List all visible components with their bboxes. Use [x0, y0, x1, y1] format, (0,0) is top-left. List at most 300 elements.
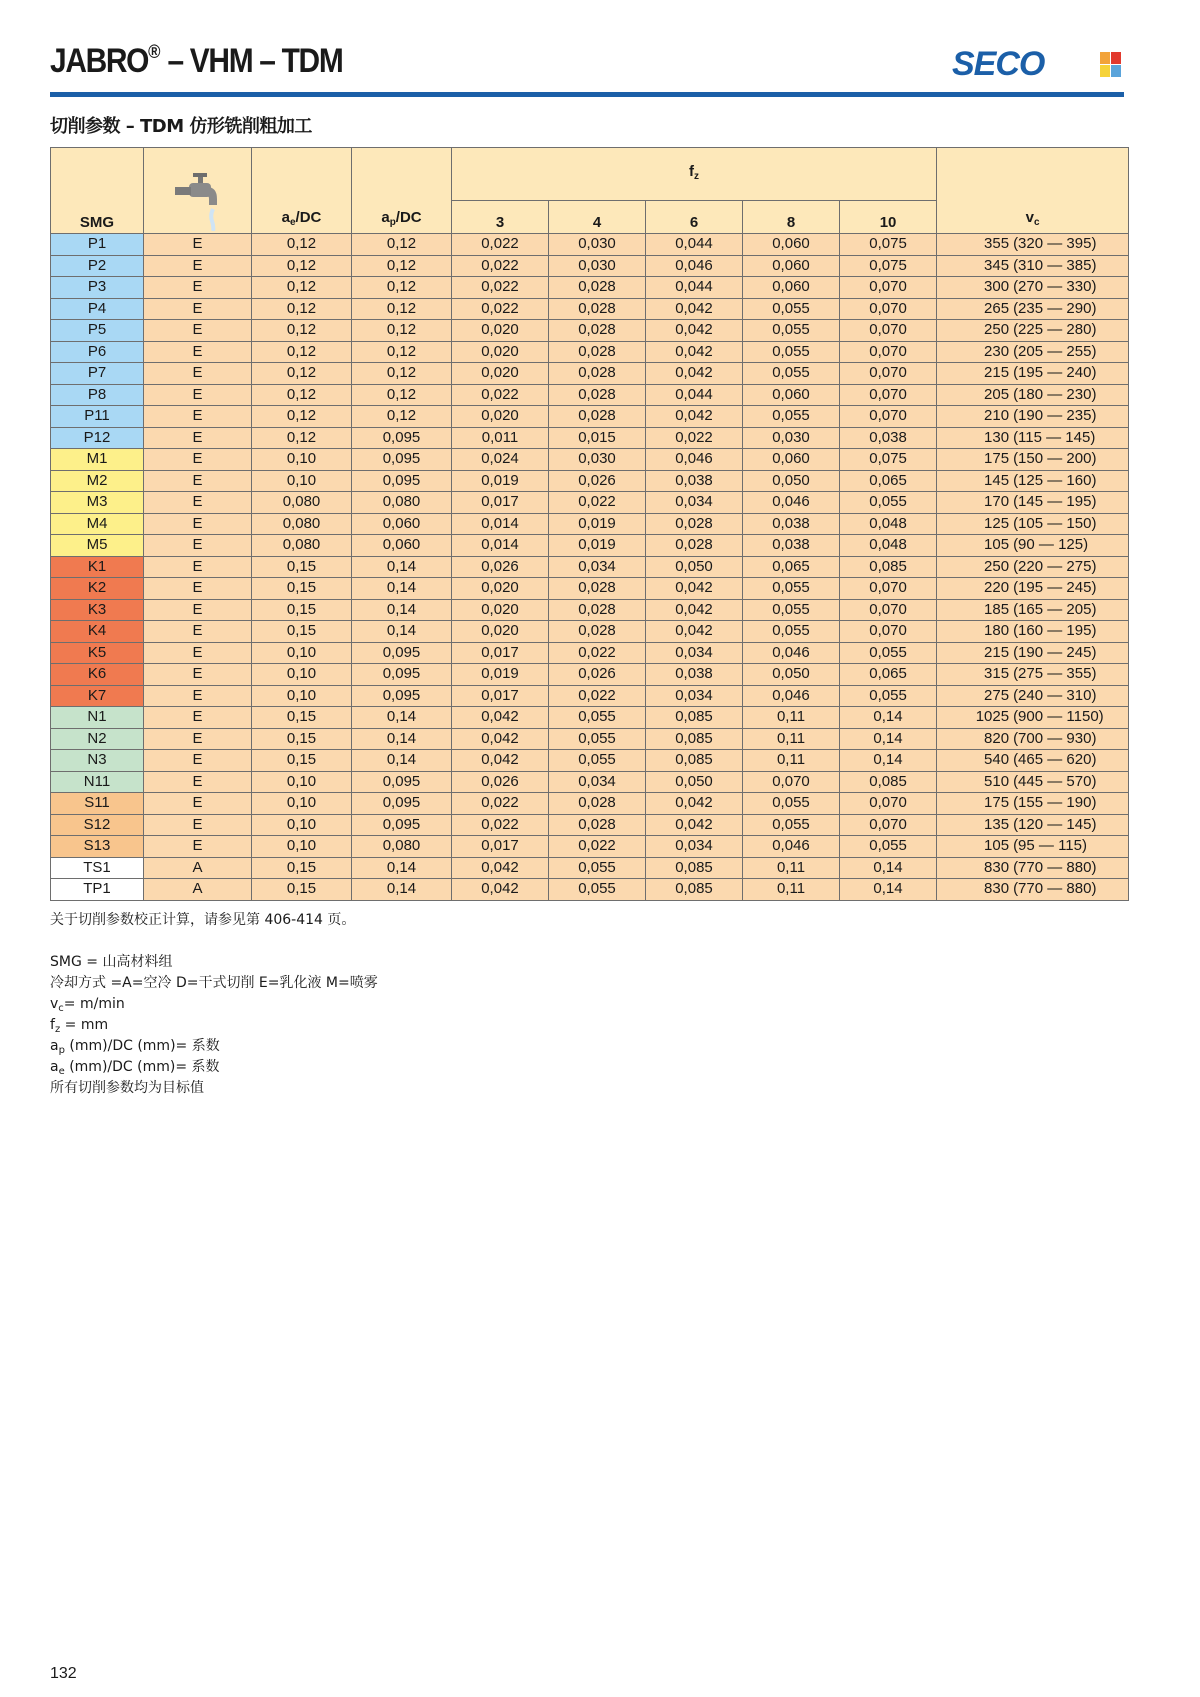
cell-ap-dc: 0,14	[352, 857, 452, 879]
note-fz-sub: z	[54, 1024, 61, 1035]
cell-fz: 0,042	[452, 879, 549, 901]
cell-coolant: E	[144, 384, 252, 406]
cell-fz: 0,042	[646, 621, 743, 643]
cell-fz: 0,050	[743, 664, 840, 686]
cell-fz: 0,060	[743, 449, 840, 471]
cell-smg: P7	[51, 363, 144, 385]
vc-range: (240 — 310)	[1013, 686, 1097, 704]
header-fz-col: 8	[743, 201, 840, 234]
table-row	[51, 427, 1129, 449]
cell-vc	[937, 728, 1129, 750]
cell-fz: 0,034	[646, 642, 743, 664]
table-body	[51, 234, 1129, 901]
vc-range: (120 — 145)	[1013, 815, 1097, 833]
vc-range: (115 — 145)	[1013, 428, 1096, 446]
cell-fz: 0,019	[452, 470, 549, 492]
note-coolant: 冷却方式 =A=空冷 D=干式切削 E=乳化液 M=喷雾	[50, 975, 378, 991]
cell-fz: 0,042	[646, 298, 743, 320]
cell-coolant: E	[144, 492, 252, 514]
cell-fz: 0,070	[840, 384, 937, 406]
vc-range: (700 — 930)	[1013, 729, 1097, 747]
cell-fz: 0,017	[452, 492, 549, 514]
cell-coolant: E	[144, 793, 252, 815]
cell-fz: 0,070	[840, 621, 937, 643]
coolant-tap-icon	[173, 171, 223, 231]
cell-vc	[937, 836, 1129, 858]
cell-smg: K1	[51, 556, 144, 578]
cell-fz: 0,085	[646, 750, 743, 772]
cell-ae-dc: 0,12	[252, 341, 352, 363]
cell-smg: M4	[51, 513, 144, 535]
table-row	[51, 341, 1129, 363]
cell-fz: 0,020	[452, 320, 549, 342]
ap-rest: /DC	[395, 209, 422, 226]
cell-vc	[937, 320, 1129, 342]
cell-ap-dc: 0,060	[352, 513, 452, 535]
cell-fz: 0,055	[743, 298, 840, 320]
cell-ae-dc: 0,12	[252, 384, 352, 406]
cell-fz: 0,020	[452, 363, 549, 385]
cell-vc	[937, 556, 1129, 578]
cell-coolant: E	[144, 234, 252, 256]
cell-fz: 0,038	[743, 535, 840, 557]
cell-fz: 0,042	[646, 363, 743, 385]
table-row	[51, 750, 1129, 772]
logo-square	[1100, 52, 1110, 64]
cell-vc	[937, 707, 1129, 729]
vc-value: 230	[984, 342, 1010, 360]
cell-fz: 0,085	[646, 707, 743, 729]
cell-fz: 0,14	[840, 707, 937, 729]
cell-ae-dc: 0,10	[252, 793, 352, 815]
cell-fz: 0,046	[646, 449, 743, 471]
cell-smg: M5	[51, 535, 144, 557]
header-smg: SMG	[51, 148, 144, 234]
cell-fz: 0,017	[452, 836, 549, 858]
cell-vc	[937, 857, 1129, 879]
cell-ae-dc: 0,10	[252, 470, 352, 492]
cell-fz: 0,042	[646, 406, 743, 428]
cell-coolant: E	[144, 664, 252, 686]
note-spacer	[50, 931, 378, 952]
cell-vc	[937, 341, 1129, 363]
cell-coolant: E	[144, 535, 252, 557]
cell-fz: 0,044	[646, 277, 743, 299]
title-rest: – VHM – TDM	[160, 42, 343, 80]
table-row	[51, 793, 1129, 815]
cell-fz: 0,038	[646, 664, 743, 686]
vc-range: (105 — 150)	[1013, 514, 1097, 532]
cell-fz: 0,055	[549, 857, 646, 879]
cell-fz: 0,055	[743, 793, 840, 815]
header-ae-dc	[252, 148, 352, 234]
cell-ap-dc: 0,12	[352, 298, 452, 320]
cell-coolant: E	[144, 406, 252, 428]
cell-fz: 0,055	[840, 836, 937, 858]
cell-coolant: E	[144, 685, 252, 707]
note-ae-text: (mm)/DC (mm)= 系数	[64, 1059, 220, 1075]
cell-ap-dc: 0,095	[352, 771, 452, 793]
cell-smg: N11	[51, 771, 144, 793]
cell-ap-dc: 0,080	[352, 492, 452, 514]
cell-fz: 0,055	[743, 320, 840, 342]
cell-fz: 0,042	[646, 599, 743, 621]
table-row	[51, 771, 1129, 793]
cell-fz: 0,046	[743, 685, 840, 707]
table-row	[51, 707, 1129, 729]
note-ap	[50, 1036, 378, 1057]
cell-smg: S12	[51, 814, 144, 836]
cell-fz: 0,050	[646, 771, 743, 793]
cell-fz: 0,075	[840, 255, 937, 277]
cell-fz: 0,022	[452, 384, 549, 406]
cell-fz: 0,028	[549, 599, 646, 621]
cell-ap-dc: 0,095	[352, 470, 452, 492]
table-row	[51, 234, 1129, 256]
cell-fz: 0,028	[549, 320, 646, 342]
cell-ap-dc: 0,060	[352, 535, 452, 557]
table-row	[51, 492, 1129, 514]
cell-fz: 0,022	[452, 255, 549, 277]
cell-fz: 0,028	[549, 406, 646, 428]
cell-vc	[937, 406, 1129, 428]
cell-fz: 0,017	[452, 642, 549, 664]
vc-range: (445 — 570)	[1013, 772, 1097, 790]
logo-square	[1100, 65, 1110, 77]
cell-ae-dc: 0,12	[252, 277, 352, 299]
cell-fz: 0,044	[646, 234, 743, 256]
vc-range: (95 — 115)	[1013, 837, 1087, 855]
cell-fz: 0,028	[549, 298, 646, 320]
vc-value: 1025	[975, 708, 1010, 726]
cell-smg: M3	[51, 492, 144, 514]
cell-fz: 0,028	[549, 621, 646, 643]
cell-fz: 0,044	[646, 384, 743, 406]
cell-fz: 0,028	[646, 513, 743, 535]
cell-ae-dc: 0,10	[252, 449, 352, 471]
cell-fz: 0,11	[743, 707, 840, 729]
cell-ap-dc: 0,14	[352, 621, 452, 643]
cell-smg: P2	[51, 255, 144, 277]
cell-fz: 0,028	[646, 535, 743, 557]
table-row	[51, 599, 1129, 621]
cell-ap-dc: 0,095	[352, 793, 452, 815]
cell-fz: 0,034	[646, 836, 743, 858]
cell-fz: 0,030	[549, 449, 646, 471]
table-row	[51, 685, 1129, 707]
table-row	[51, 298, 1129, 320]
note-fz-symbol: f	[50, 1017, 55, 1033]
cell-fz: 0,055	[743, 578, 840, 600]
cell-ae-dc: 0,12	[252, 255, 352, 277]
cell-fz: 0,042	[452, 857, 549, 879]
cell-ap-dc: 0,14	[352, 556, 452, 578]
cell-coolant: E	[144, 728, 252, 750]
cell-fz: 0,022	[452, 234, 549, 256]
table-row	[51, 320, 1129, 342]
cell-fz: 0,075	[840, 234, 937, 256]
cell-smg: M2	[51, 470, 144, 492]
vc-range: (235 — 290)	[1013, 299, 1097, 317]
cell-fz: 0,065	[840, 664, 937, 686]
vc-range: (90 — 125)	[1013, 536, 1089, 554]
cell-fz: 0,060	[743, 234, 840, 256]
table-row	[51, 556, 1129, 578]
cell-vc	[937, 879, 1129, 901]
table-row	[51, 363, 1129, 385]
cell-fz: 0,042	[452, 728, 549, 750]
vc-range: (190 — 235)	[1013, 407, 1097, 425]
cell-ap-dc: 0,095	[352, 685, 452, 707]
cell-coolant: E	[144, 255, 252, 277]
cell-vc	[937, 492, 1129, 514]
cell-coolant: E	[144, 750, 252, 772]
cell-fz: 0,070	[840, 406, 937, 428]
cell-fz: 0,030	[743, 427, 840, 449]
vc-range: (275 — 355)	[1013, 665, 1097, 683]
cell-fz: 0,060	[743, 277, 840, 299]
cell-ap-dc: 0,095	[352, 664, 452, 686]
note-reference: 关于切削参数校正计算，请参见第 406-414 页。	[50, 912, 356, 928]
table-row	[51, 277, 1129, 299]
cell-fz: 0,034	[549, 771, 646, 793]
vc-value: 210	[984, 407, 1010, 425]
cell-smg: N1	[51, 707, 144, 729]
cell-ae-dc: 0,15	[252, 599, 352, 621]
cell-fz: 0,011	[452, 427, 549, 449]
cell-coolant: E	[144, 707, 252, 729]
cell-ae-dc: 0,10	[252, 664, 352, 686]
cell-fz: 0,030	[549, 255, 646, 277]
cell-ae-dc: 0,12	[252, 427, 352, 449]
cell-fz: 0,026	[452, 556, 549, 578]
cell-ae-dc: 0,15	[252, 621, 352, 643]
vc-value: 180	[984, 622, 1010, 640]
vc-value: 175	[984, 450, 1010, 468]
cell-coolant: A	[144, 857, 252, 879]
vc-value: 830	[984, 858, 1010, 876]
vc-value: 175	[984, 794, 1010, 812]
cell-fz: 0,070	[840, 320, 937, 342]
cell-coolant: E	[144, 814, 252, 836]
cell-ap-dc: 0,14	[352, 599, 452, 621]
vc-range: (225 — 280)	[1013, 321, 1097, 339]
cell-fz: 0,055	[743, 341, 840, 363]
header-rule	[50, 92, 1124, 97]
cell-vc	[937, 685, 1129, 707]
cell-ae-dc: 0,12	[252, 234, 352, 256]
cell-ae-dc: 0,12	[252, 406, 352, 428]
vc-range: (270 — 330)	[1013, 278, 1097, 296]
cell-fz: 0,085	[646, 879, 743, 901]
fz-subscript: z	[694, 170, 700, 182]
logo-square	[1111, 65, 1121, 77]
vc-range: (160 — 195)	[1013, 622, 1097, 640]
table-row	[51, 535, 1129, 557]
cell-ap-dc: 0,12	[352, 234, 452, 256]
cell-vc	[937, 750, 1129, 772]
cutting-parameters-table	[50, 147, 1129, 901]
cell-vc	[937, 255, 1129, 277]
cell-smg: K5	[51, 642, 144, 664]
vc-range: (180 — 230)	[1013, 385, 1097, 403]
vc-value: 105	[984, 837, 1010, 855]
vc-value: 510	[984, 772, 1010, 790]
cell-smg: P5	[51, 320, 144, 342]
header-fz-col: 4	[549, 201, 646, 234]
cell-ae-dc: 0,15	[252, 750, 352, 772]
cell-coolant: E	[144, 427, 252, 449]
cell-vc	[937, 427, 1129, 449]
cell-fz: 0,085	[840, 556, 937, 578]
fz-symbol: f	[689, 162, 695, 180]
vc-range: (125 — 160)	[1013, 471, 1097, 489]
cell-fz: 0,060	[743, 255, 840, 277]
note-smg: SMG = 山高材料组	[50, 954, 173, 970]
cell-vc	[937, 384, 1129, 406]
cell-vc	[937, 793, 1129, 815]
cell-fz: 0,034	[549, 556, 646, 578]
cell-fz: 0,046	[743, 836, 840, 858]
cell-fz: 0,055	[549, 879, 646, 901]
cell-fz: 0,028	[549, 793, 646, 815]
cell-fz: 0,055	[743, 599, 840, 621]
cell-fz: 0,055	[743, 363, 840, 385]
cell-fz: 0,070	[840, 341, 937, 363]
note-ap-text: (mm)/DC (mm)= 系数	[64, 1038, 220, 1054]
cell-fz: 0,075	[840, 449, 937, 471]
cell-fz: 0,042	[646, 578, 743, 600]
cell-fz: 0,028	[549, 341, 646, 363]
cell-ap-dc: 0,095	[352, 449, 452, 471]
cell-fz: 0,022	[549, 836, 646, 858]
vc-range: (310 — 385)	[1013, 256, 1097, 274]
cell-fz: 0,038	[743, 513, 840, 535]
header-fz-col: 6	[646, 201, 743, 234]
cell-vc	[937, 599, 1129, 621]
vc-value: 205	[984, 385, 1010, 403]
cell-fz: 0,046	[743, 492, 840, 514]
cell-fz: 0,019	[549, 535, 646, 557]
cell-smg: K2	[51, 578, 144, 600]
ae-symbol: a	[281, 209, 290, 226]
cell-fz: 0,055	[840, 685, 937, 707]
cell-coolant: E	[144, 836, 252, 858]
logo-text: SECO	[952, 45, 1045, 83]
cell-ae-dc: 0,10	[252, 771, 352, 793]
cell-fz: 0,055	[743, 621, 840, 643]
cell-ae-dc: 0,10	[252, 685, 352, 707]
cell-fz: 0,070	[840, 599, 937, 621]
cell-fz: 0,070	[840, 277, 937, 299]
cell-vc	[937, 298, 1129, 320]
ap-symbol: a	[381, 209, 390, 226]
cell-fz: 0,034	[646, 685, 743, 707]
note-ae-sub: e	[58, 1066, 65, 1077]
cell-fz: 0,14	[840, 879, 937, 901]
page-number: 132	[50, 1665, 77, 1682]
header-fz	[452, 148, 937, 201]
cell-fz: 0,070	[840, 578, 937, 600]
cell-fz: 0,020	[452, 578, 549, 600]
vc-range: (770 — 880)	[1013, 858, 1097, 876]
cell-smg: K6	[51, 664, 144, 686]
cell-ae-dc: 0,10	[252, 814, 352, 836]
cell-fz: 0,028	[549, 578, 646, 600]
cell-coolant: E	[144, 298, 252, 320]
vc-range: (165 — 205)	[1013, 600, 1097, 618]
cell-vc	[937, 814, 1129, 836]
note-ae	[50, 1057, 378, 1078]
cell-ae-dc: 0,15	[252, 728, 352, 750]
note-target: 所有切削参数均为目标值	[50, 1080, 204, 1096]
cell-fz: 0,070	[840, 814, 937, 836]
cell-ap-dc: 0,14	[352, 750, 452, 772]
cell-coolant: E	[144, 320, 252, 342]
cell-fz: 0,11	[743, 728, 840, 750]
cell-ap-dc: 0,14	[352, 578, 452, 600]
vc-value: 250	[984, 321, 1010, 339]
cell-coolant: E	[144, 277, 252, 299]
cell-fz: 0,042	[646, 341, 743, 363]
table-row	[51, 578, 1129, 600]
vc-value: 540	[984, 751, 1010, 769]
cell-fz: 0,020	[452, 599, 549, 621]
header-ap-dc	[352, 148, 452, 234]
cell-fz: 0,042	[646, 793, 743, 815]
page-header	[50, 38, 1124, 96]
ap-subscript: p	[389, 217, 396, 228]
cell-vc	[937, 470, 1129, 492]
cell-vc	[937, 578, 1129, 600]
cell-fz: 0,030	[549, 234, 646, 256]
cell-fz: 0,014	[452, 535, 549, 557]
cell-fz: 0,026	[452, 771, 549, 793]
vc-range: (190 — 245)	[1013, 643, 1097, 661]
cell-fz: 0,085	[646, 857, 743, 879]
vc-range: (220 — 275)	[1013, 557, 1097, 575]
cell-fz: 0,085	[646, 728, 743, 750]
logo-squares-icon	[1100, 52, 1122, 78]
cell-ap-dc: 0,095	[352, 427, 452, 449]
cell-fz: 0,024	[452, 449, 549, 471]
table-row	[51, 621, 1129, 643]
vc-range: (465 — 620)	[1013, 751, 1097, 769]
cell-fz: 0,028	[549, 814, 646, 836]
vc-subscript: c	[1033, 217, 1040, 228]
cell-fz: 0,026	[549, 664, 646, 686]
cell-ae-dc: 0,080	[252, 492, 352, 514]
cell-ap-dc: 0,12	[352, 341, 452, 363]
table-row	[51, 513, 1129, 535]
cell-ae-dc: 0,10	[252, 836, 352, 858]
cell-ap-dc: 0,080	[352, 836, 452, 858]
cell-smg: P11	[51, 406, 144, 428]
vc-value: 265	[984, 299, 1010, 317]
cell-vc	[937, 664, 1129, 686]
cell-fz: 0,038	[646, 470, 743, 492]
cell-fz: 0,020	[452, 621, 549, 643]
vc-value: 275	[984, 686, 1010, 704]
vc-range: (150 — 200)	[1013, 450, 1097, 468]
vc-range: (900 — 1150)	[1013, 708, 1104, 726]
vc-value: 105	[984, 536, 1010, 554]
cell-vc	[937, 363, 1129, 385]
header-coolant	[144, 148, 252, 234]
cell-fz: 0,028	[549, 384, 646, 406]
cell-fz: 0,020	[452, 341, 549, 363]
note-fz-text: = mm	[60, 1017, 109, 1033]
